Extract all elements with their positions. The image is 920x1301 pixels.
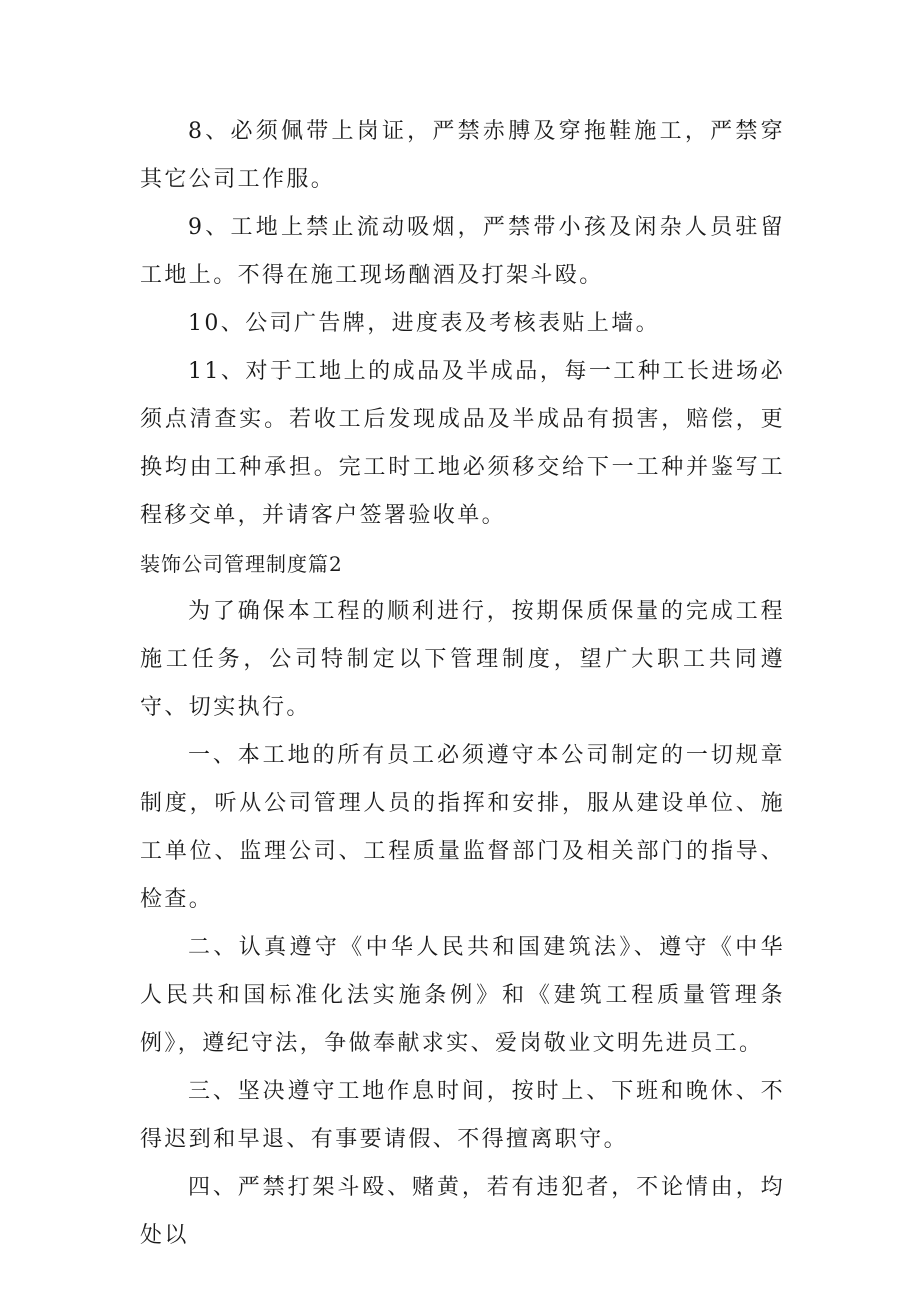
paragraph-rule-3: 三、坚决遵守工地作息时间，按时上、下班和晚休、不得迟到和早退、有事要请假、不得擅离职守。 xyxy=(140,1079,785,1152)
paragraph-intro: 为了确保本工程的顺利进行，按期保质保量的完成工程施工任务，公司特制定以下管理制度，望广大职工共同遵守、切实执行。 xyxy=(140,599,785,720)
paragraph-item-11: 11、对于工地上的成品及半成品，每一工种工长进场必须点清查实。若收工后发现成品及半成品有损害，赔偿，更换均由工种承担。完工时工地必须移交给下一工种并鉴写工程移交单，并请客户签署验收单。 xyxy=(140,359,785,528)
paragraph-rule-2: 二、认真遵守《中华人民共和国建筑法》、遵守《中华人民共和国标准化法实施条例》和《建筑工程质量管理条例》，遵纪守法，争做奉献求实、爱岗敬业文明先进员工。 xyxy=(140,935,785,1056)
paragraph-item-9: 9、工地上禁止流动吸烟，严禁带小孩及闲杂人员驻留工地上。不得在施工现场酗酒及打架斗殴。 xyxy=(140,215,785,288)
paragraph-item-10: 10、公司广告牌，进度表及考核表贴上墙。 xyxy=(188,311,660,336)
section-heading: 装饰公司管理制度篇2 xyxy=(140,552,343,576)
paragraph-rule-4: 四、严禁打架斗殴、赌黄，若有违犯者，不论情由，均处以 xyxy=(140,1175,785,1248)
paragraph-item-8: 8、必须佩带上岗证，严禁赤膊及穿拖鞋施工，严禁穿其它公司工作服。 xyxy=(140,119,785,192)
document-page xyxy=(140,108,785,1260)
paragraph-rule-1: 一、本工地的所有员工必须遵守本公司制定的一切规章制度，听从公司管理人员的指挥和安排，服从建设单位、施工单位、监理公司、工程质量监督部门及相关部门的指导、检查。 xyxy=(140,743,785,912)
